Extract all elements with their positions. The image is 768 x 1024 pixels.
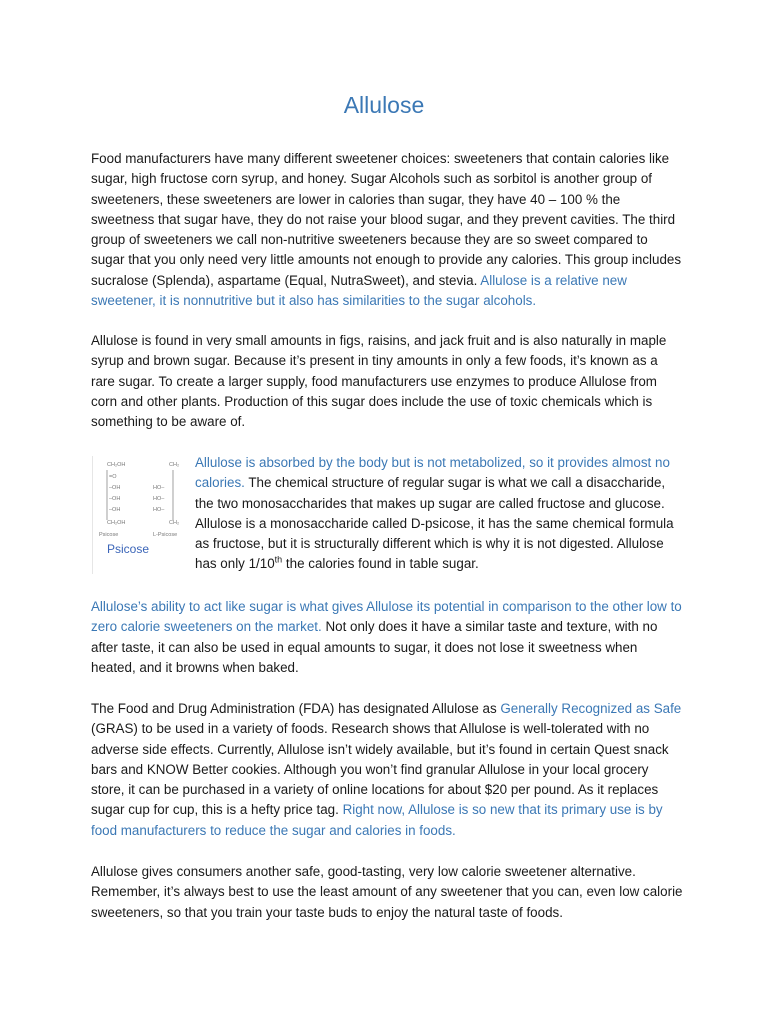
paragraph-text: The chemical structure of regular sugar is what we call a disaccharide, the two monosaccharides that makes up sugar are called fructose and glucose. Allulose is a monosaccharide called D-psicose, it has the same chemical formula as fructose, but it is structurally different which is why it is not digested. Allulose has only 1/10: [195, 475, 674, 572]
left-group-2: =O: [109, 474, 117, 480]
paragraph-text: Allulose is found in very small amounts in figs, raisins, and jack fruit and is also naturally in maple syrup and brown sugar. Because it’s present in tiny amounts in only a few foods, it’s known as a rare sugar. To create a larger supply, food manufacturers use enzymes to produce Allulose from corn and other plants. Production of this sugar does include the use of toxic chemicals which is something to be aware of.: [91, 333, 667, 430]
highlighted-text: Right now, Allulose is so new that its primary use is by food manufacturers to reduce the sugar and calories in foods.: [91, 802, 663, 838]
paragraph-conclusion: [91, 862, 683, 923]
paragraph-fda: [91, 699, 683, 841]
right-group-4: HO–: [153, 496, 165, 502]
psicose-structure-figure: [92, 456, 187, 574]
right-group-6: CH₂: [169, 520, 180, 526]
right-group-3: HO–: [153, 485, 165, 491]
right-molecule-label: L-Psicose: [153, 532, 178, 538]
paragraph-text-tail: the calories found in table sugar.: [282, 556, 479, 572]
paragraph-absorption: [195, 453, 685, 575]
superscript: th: [274, 555, 283, 566]
paragraph-text: Allulose gives consumers another safe, good-tasting, very low calorie sweetener alternative. Remember, it’s always best to use the least amount of any sweetener that you can, even low calorie sweeteners, so that you train your taste buds to enjoy the natural taste of foods.: [91, 864, 683, 920]
paragraph-sources: [91, 331, 683, 432]
highlighted-text: Allulose’s ability to act like sugar is what gives Allulose its potential in comparison to the other low to zero calorie sweeteners on the market.: [91, 599, 682, 635]
paragraph-text: Food manufacturers have many different sweetener choices: sweeteners that contain calories like sugar, high fructose corn syrup, and honey. Sugar Alcohols such as sorbitol is another group of sweeteners, these sweeteners are lower in calories than sugar, they have 40 – 100 % the sweetness that sugar have, they do not raise your blood sugar, and they prevent cavities. The third group of sweeteners we call non-nutritive sweeteners because they are so sweet compared to sugar that you only need very little amounts not enough to provide any calories. This group includes sucralose (Splenda), aspartame (Equal, NutraSweet), and stevia.: [91, 151, 682, 288]
left-group-5: –OH: [109, 507, 121, 513]
paragraph-text: Not only does it have a similar taste and texture, with no after taste, it can also be used in equal amounts to sugar, it does not lose it sweetness when heated, and it browns when baked.: [91, 619, 658, 675]
molecule-diagram: [93, 456, 187, 574]
right-group-5: HO–: [153, 507, 165, 513]
paragraph-text: (GRAS) to be used in a variety of foods. Research shows that Allulose is well-tolerated with no adverse side effects. Currently, Allulose isn’t widely available, but it’s found in certain Quest snack bars and KNOW Better cookies. Although you won’t find granular Allulose in your local grocery store, it can be purchased in a variety of online locations for about $20 per pound. As it replaces sugar cup for cup, this is a hefty price tag.: [91, 721, 669, 818]
paragraph-text: The Food and Drug Administration (FDA) has designated Allulose as: [91, 701, 501, 716]
page-title: Allulose: [343, 92, 425, 118]
highlighted-text: Allulose is absorbed by the body but is not metabolized, so it provides almost no calories.: [195, 455, 670, 491]
left-group-6: CH₂OH: [107, 520, 126, 526]
right-group-1: CH₂: [169, 462, 180, 468]
paragraph-sweetener-choices: [91, 149, 683, 311]
left-group-1: CH₂OH: [107, 462, 126, 468]
left-group-3: –OH: [109, 485, 121, 491]
figure-caption: Psicose: [107, 542, 150, 556]
highlighted-text: Generally Recognized as Safe: [500, 701, 682, 716]
highlighted-text: Allulose is a relative new sweetener, it is nonnutritive but it also has similarities to the sugar alcohols.: [91, 272, 627, 309]
left-molecule-label: Psicose: [99, 532, 119, 538]
paragraph-potential: [91, 597, 683, 678]
left-group-4: –OH: [109, 496, 121, 502]
